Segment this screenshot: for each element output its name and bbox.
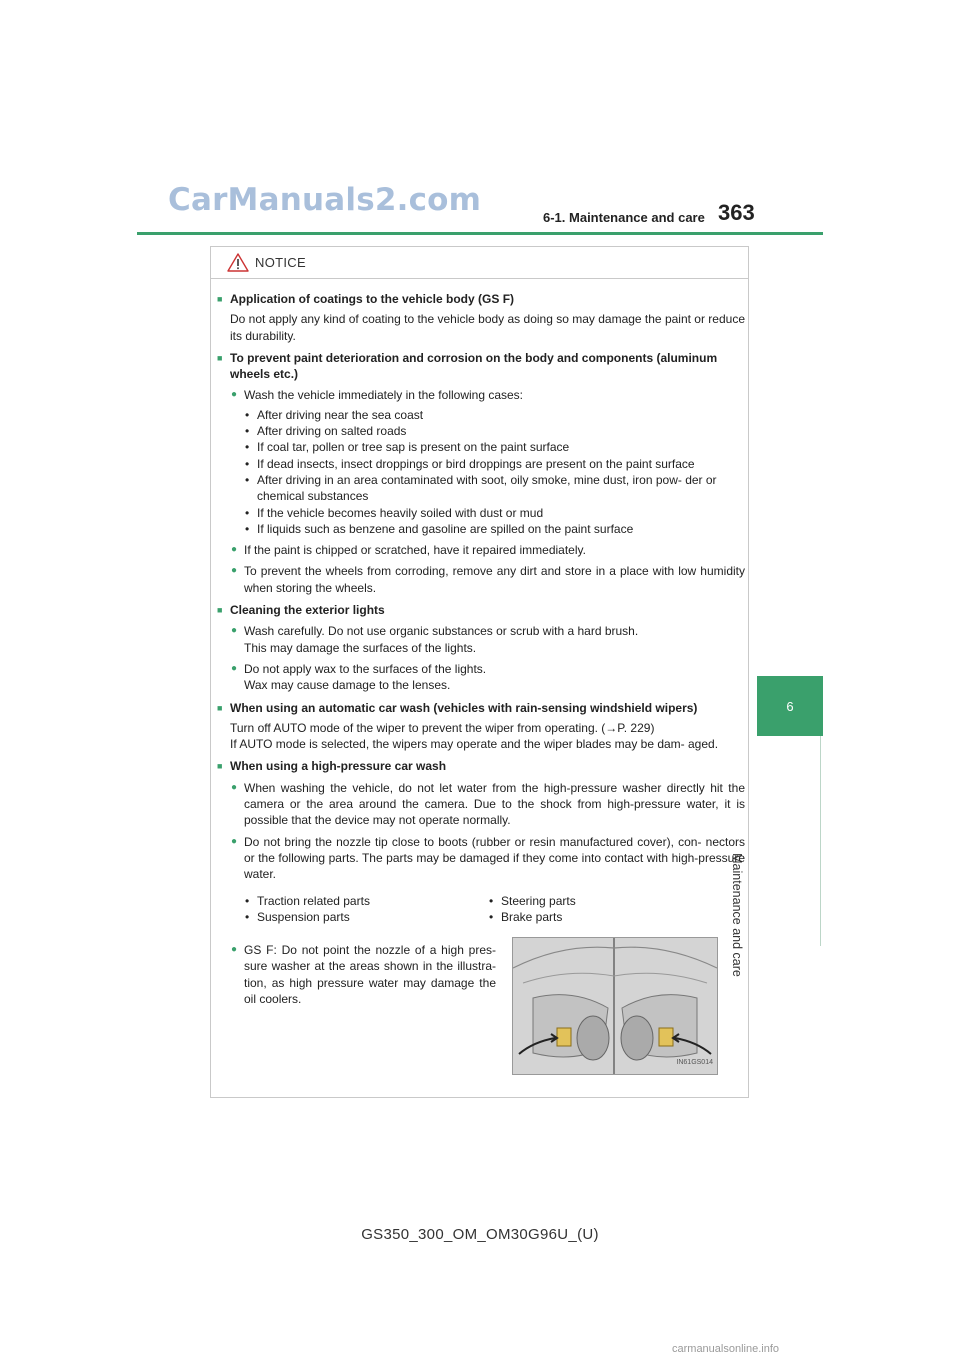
page-number: 363: [718, 200, 755, 225]
notice-content: [226, 291, 745, 1075]
text-line: Do not apply wax to the surfaces of the lights.: [244, 661, 487, 676]
heading-lights: ■ Cleaning the exterior lights: [226, 602, 745, 618]
parts-list: [226, 893, 745, 926]
watermark[interactable]: carmanualsonline.info: [672, 1343, 780, 1355]
heading-paint: ■ To prevent paint deterioration and corrosion on the body and components (aluminum wheels etc.): [226, 350, 745, 383]
figure-code: IN61GS014: [676, 1058, 713, 1066]
wash-cases-list: [226, 407, 745, 537]
section-title: 6-1. Maintenance and care: [543, 210, 705, 225]
chapter-label: Maintenance and care: [730, 853, 744, 977]
list-item: • After driving near the sea coast: [257, 407, 745, 423]
heading-high-pressure: ■ When using a high-pressure car wash: [226, 758, 745, 774]
notice-box: [210, 246, 749, 1098]
list-item: • Traction related parts: [257, 893, 501, 909]
text-line: Turn off AUTO mode of the wiper to prevent the wiper from operating. (→P. 229): [230, 720, 655, 735]
site-logo[interactable]: CarManuals2.com: [168, 182, 482, 218]
text-auto-wash: [226, 720, 745, 753]
heading-coatings: ■ Application of coatings to the vehicle body (GS F): [226, 291, 745, 307]
list-item: • Steering parts: [501, 893, 745, 909]
list-item: • If coal tar, pollen or tree sap is present on the paint surface: [257, 439, 745, 455]
parts-col-right: [501, 893, 745, 926]
list-item: • If the vehicle becomes heavily soiled with dust or mud: [257, 505, 745, 521]
list-item: • If dead insects, insect droppings or bird droppings are present on the paint surface: [257, 456, 745, 472]
list-item: • Suspension parts: [257, 909, 501, 925]
manual-code: GS350_300_OM_OM30G96U_(U): [361, 1226, 599, 1243]
list-item: • After driving on salted roads: [257, 423, 745, 439]
bullet-wash-lights: [226, 623, 745, 656]
chapter-number: 6: [786, 698, 794, 714]
text-coatings: Do not apply any kind of coating to the vehicle body as doing so may damage the paint or reduce its durability.: [230, 312, 745, 343]
notice-header: [211, 247, 748, 279]
bullet-wax: [226, 661, 745, 694]
bullet-gsf: ● GS F: Do not point the nozzle of a high pres- sure washer at the areas shown in the illustra- tion, as high pressure water may damage the oil coolers.: [226, 942, 496, 1007]
header-rule: [137, 232, 823, 235]
tab-divider: [820, 736, 821, 946]
bullet-wash-cases: ● Wash the vehicle immediately in the following cases:: [226, 387, 745, 403]
list-item: • If liquids such as benzene and gasoline are spilled on the paint surface: [257, 521, 745, 537]
text-line: Wash carefully. Do not use organic substances or scrub with a hard brush.: [244, 624, 639, 639]
car-front-illustration: [513, 938, 717, 1074]
chapter-tab[interactable]: [757, 676, 823, 736]
oil-cooler-illustration: [512, 937, 718, 1075]
gsf-text-wrap: [226, 937, 496, 1075]
notice-title: NOTICE: [255, 255, 306, 270]
gsf-row: [226, 937, 745, 1075]
parts-col-left: [257, 893, 501, 926]
text-line: If AUTO mode is selected, the wipers may operate and the wiper blades may be dam- aged.: [230, 737, 719, 752]
text-line: Wax may cause damage to the lenses.: [244, 678, 451, 693]
bullet-chipped: ● If the paint is chipped or scratched, have it repaired immediately.: [226, 542, 745, 558]
text-line: This may damage the surfaces of the lights.: [244, 640, 477, 655]
bullet-wheels: ● To prevent the wheels from corroding, remove any dirt and store in a place with low humidity when storing the wheels.: [226, 563, 745, 596]
warning-icon: [227, 253, 249, 272]
list-item: • After driving in an area contaminated with soot, oily smoke, mine dust, iron pow- der or chemical substances: [257, 472, 745, 505]
list-item: • Brake parts: [501, 909, 745, 925]
bullet-camera: ● When washing the vehicle, do not let water from the high-pressure washer directly hit the camera or the area around the camera. Due to the shock from high-pressure water, it is possible that the device may not operate normally.: [226, 780, 745, 829]
heading-auto-wash: ■ When using an automatic car wash (vehicles with rain-sensing windshield wipers): [226, 700, 745, 716]
bullet-nozzle: ● Do not bring the nozzle tip close to boots (rubber or resin manufactured cover), con- nectors or the following parts. The parts may be damaged if they come into contact with high-pressure water.: [226, 834, 745, 883]
